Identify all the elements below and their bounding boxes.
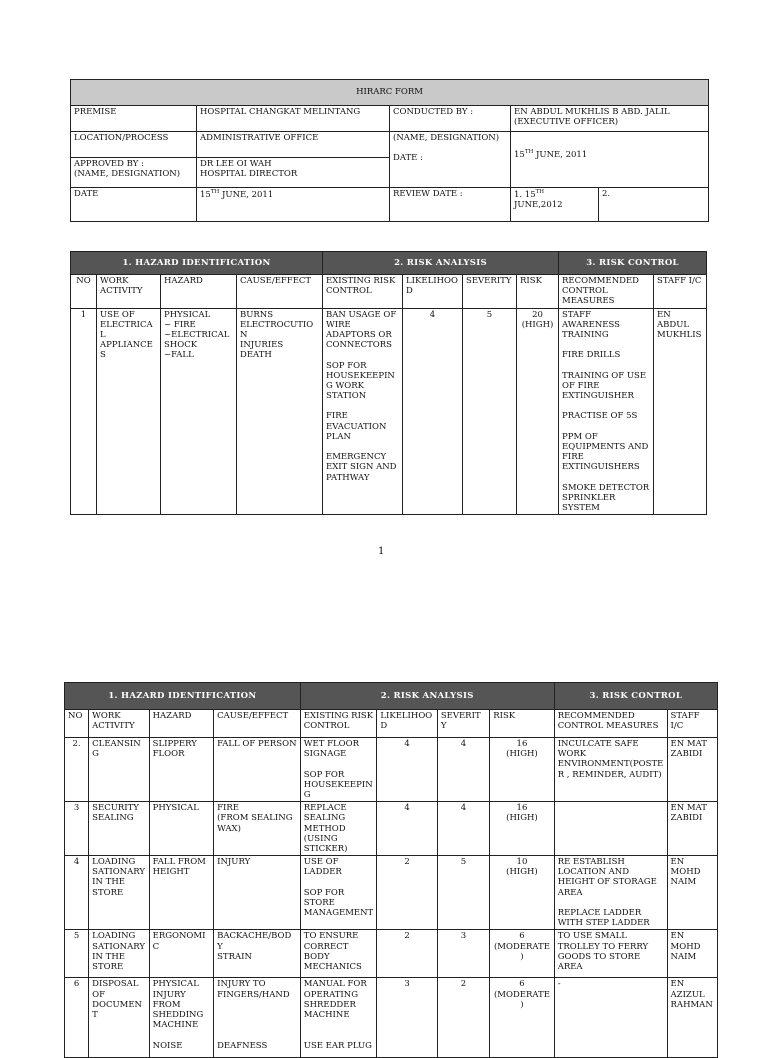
row-risk: 16 (HIGH) bbox=[490, 738, 554, 802]
col-risk: RISK bbox=[517, 275, 559, 309]
row-existing: MANUAL FOR OPERATING SHREDDER MACHINE USE EAR PLUG bbox=[300, 978, 377, 1058]
col-existing-control: EXISTING RISK CONTROL bbox=[300, 710, 377, 738]
risk-analysis-header: 2. RISK ANALYSIS bbox=[300, 683, 554, 710]
row-no: 3 bbox=[65, 802, 89, 856]
review-label: REVIEW DATE : bbox=[390, 188, 511, 222]
row-severity: 2 bbox=[437, 978, 489, 1058]
row-recommended: TO USE SMALL TROLLEY TO FERRY GOODS TO STORE AREA bbox=[554, 930, 667, 978]
row-cause: BACKACHE/BODY STRAIN bbox=[214, 930, 301, 978]
row-activity: CLEANSING bbox=[89, 738, 149, 802]
row-existing: TO ENSURE CORRECT BODY MECHANICS bbox=[300, 930, 377, 978]
row-likelihood: 2 bbox=[377, 930, 437, 978]
conducted-label: CONDUCTED BY : bbox=[390, 106, 511, 132]
row-likelihood: 3 bbox=[377, 978, 437, 1058]
name-date-cell bbox=[390, 132, 511, 188]
row-hazard: SLIPPERY FLOOR bbox=[149, 738, 213, 802]
row-activity: LOADING SATIONARY IN THE STORE bbox=[89, 930, 149, 978]
row-staff: EN MOHD NAIM bbox=[667, 856, 717, 930]
row-severity: 5 bbox=[437, 856, 489, 930]
col-work-activity: WORK ACTIVITY bbox=[89, 710, 149, 738]
col-no: NO bbox=[65, 710, 89, 738]
row-activity: DISPOSAL OF DOCUMENT bbox=[89, 978, 149, 1058]
name-designation-label: (NAME, DESIGNATION) bbox=[393, 133, 500, 143]
row-no: 4 bbox=[65, 856, 89, 930]
row-severity: 4 bbox=[437, 802, 489, 856]
row-likelihood: 4 bbox=[377, 802, 437, 856]
risk-analysis-header: 2. RISK ANALYSIS bbox=[323, 252, 559, 275]
row-likelihood: 2 bbox=[377, 856, 437, 930]
col-cause-effect: CAUSE/EFFECT bbox=[237, 275, 323, 309]
col-no: NO bbox=[71, 275, 97, 309]
row-staff: EN ABDUL MUKHLIS bbox=[654, 308, 707, 515]
row-activity: USE OF ELECTRICA L APPLIANCES bbox=[97, 308, 161, 515]
col-recommended: RECOMMENDED CONTROL MEASURES bbox=[554, 710, 667, 738]
row-activity: SECURITY SEALING bbox=[89, 802, 149, 856]
row-risk: 16 (HIGH) bbox=[490, 802, 554, 856]
row-severity: 5 bbox=[463, 308, 517, 515]
row-recommended: STAFF AWARENESS TRAINING FIRE DRILLS TRAINING OF USE OF FIRE EXTINGUISHER PRACTISE OF 5S PPM OF EQUIPMENTS AND FIRE EXTINGUISHERS SMOKE DETECTOR SPRINKLER SYSTEM bbox=[559, 308, 654, 515]
row-risk: 20 (HIGH) bbox=[517, 308, 559, 515]
approved-value: DR LEE OI WAH HOSPITAL DIRECTOR bbox=[197, 158, 390, 188]
col-risk: RISK bbox=[490, 710, 554, 738]
table-row bbox=[65, 930, 718, 978]
row-activity: LOADING SATIONARY IN THE STORE bbox=[89, 856, 149, 930]
hazard-table-page1 bbox=[70, 251, 707, 515]
row-existing: USE OF LADDER SOP FOR STORE MANAGEMENT bbox=[300, 856, 377, 930]
row-likelihood: 4 bbox=[403, 308, 463, 515]
row-risk: 10 (HIGH) bbox=[490, 856, 554, 930]
col-severity: SEVERITY bbox=[437, 710, 489, 738]
row-staff: EN AZIZUL RAHMAN bbox=[667, 978, 717, 1058]
row-recommended: - bbox=[554, 978, 667, 1058]
hazard-id-header: 1. HAZARD IDENTIFICATION bbox=[71, 252, 323, 275]
col-recommended: RECOMMENDED CONTROL MEASURES bbox=[559, 275, 654, 309]
conducted-value: EN ABDUL MUKHLIS B ABD. JALIL (EXECUTIVE OFFICER) bbox=[511, 106, 709, 132]
row-hazard: PHYSICAL bbox=[149, 802, 213, 856]
approved-label: APPROVED BY : (NAME, DESIGNATION) bbox=[71, 158, 197, 188]
row-cause: BURNS ELECTROCUTION INJURIES DEATH bbox=[237, 308, 323, 515]
row-existing: REPLACE SEALING METHOD (USING STICKER) bbox=[300, 802, 377, 856]
location-value: ADMINISTRATIVE OFFICE bbox=[197, 132, 390, 158]
row-recommended: INCULCATE SAFE WORK ENVIRONMENT(POSTER , REMINDER, AUDIT) bbox=[554, 738, 667, 802]
row-staff: EN MAT ZABIDI bbox=[667, 738, 717, 802]
row-likelihood: 4 bbox=[377, 738, 437, 802]
date-label-right: DATE : bbox=[393, 153, 423, 164]
conducted-date: 15TH JUNE, 2011 bbox=[511, 132, 709, 188]
row-cause: INJURY bbox=[214, 856, 301, 930]
row-no: 6 bbox=[65, 978, 89, 1058]
row-recommended bbox=[554, 802, 667, 856]
row-no: 2. bbox=[65, 738, 89, 802]
row-hazard: PHYSICAL ~ FIRE ~ELECTRICAL SHOCK ~FALL bbox=[161, 308, 237, 515]
col-staff: STAFF I/C bbox=[654, 275, 707, 309]
row-staff: EN MAT ZABIDI bbox=[667, 802, 717, 856]
row-risk: 6 (MODERATE) bbox=[490, 930, 554, 978]
row-cause: FALL OF PERSON bbox=[214, 738, 301, 802]
col-likelihood: LIKELIHOO D bbox=[403, 275, 463, 309]
risk-control-header: 3. RISK CONTROL bbox=[559, 252, 707, 275]
table-row bbox=[65, 802, 718, 856]
row-hazard: PHYSICAL INJURY FROM SHEDDING MACHINE NOISE bbox=[149, 978, 213, 1058]
risk-control-header: 3. RISK CONTROL bbox=[554, 683, 717, 710]
review-date-2: 2. bbox=[599, 188, 709, 222]
col-hazard: HAZARD bbox=[149, 710, 213, 738]
col-existing-control: EXISTING RISK CONTROL bbox=[323, 275, 403, 309]
approval-date: 15TH JUNE, 2011 bbox=[197, 188, 390, 222]
col-cause-effect: CAUSE/EFFECT bbox=[214, 710, 301, 738]
row-risk: 6 (MODERATE) bbox=[490, 978, 554, 1058]
hazard-table-page2 bbox=[64, 682, 718, 1058]
table-row bbox=[65, 978, 718, 1058]
row-staff: EN MOHD NAIM bbox=[667, 930, 717, 978]
premise-label: PREMISE bbox=[71, 106, 197, 132]
col-hazard: HAZARD bbox=[161, 275, 237, 309]
col-likelihood: LIKELIHOOD bbox=[377, 710, 437, 738]
row-no: 5 bbox=[65, 930, 89, 978]
row-existing: WET FLOOR SIGNAGE SOP FOR HOUSEKEEPING bbox=[300, 738, 377, 802]
row-hazard: FALL FROM HEIGHT bbox=[149, 856, 213, 930]
row-existing: BAN USAGE OF WIRE ADAPTORS OR CONNECTORS SOP FOR HOUSEKEEPING WORK STATION FIRE EVACUATION PLAN EMERGENCY EXIT SIGN AND PATHWAY bbox=[323, 308, 403, 515]
col-work-activity: WORK ACTIVITY bbox=[97, 275, 161, 309]
col-staff: STAFF I/C bbox=[667, 710, 717, 738]
location-label: LOCATION/PROCESS bbox=[71, 132, 197, 158]
premise-value: HOSPITAL CHANGKAT MELINTANG bbox=[197, 106, 390, 132]
row-cause: INJURY TO FINGERS/HAND DEAFNESS bbox=[214, 978, 301, 1058]
table-row bbox=[65, 738, 718, 802]
table-row bbox=[65, 856, 718, 930]
row-severity: 3 bbox=[437, 930, 489, 978]
hazard-id-header: 1. HAZARD IDENTIFICATION bbox=[65, 683, 301, 710]
row-cause: FIRE (FROM SEALING WAX) bbox=[214, 802, 301, 856]
table-row bbox=[71, 308, 707, 515]
row-hazard: ERGONOMIC bbox=[149, 930, 213, 978]
row-no: 1 bbox=[71, 308, 97, 515]
row-recommended: RE ESTABLISH LOCATION AND HEIGHT OF STORAGE AREA REPLACE LADDER WITH STEP LADDER bbox=[554, 856, 667, 930]
col-severity: SEVERITY bbox=[463, 275, 517, 309]
row-severity: 4 bbox=[437, 738, 489, 802]
review-date-1: 1. 15TH JUNE,2012 bbox=[511, 188, 599, 222]
form-title: HIRARC FORM bbox=[71, 80, 709, 106]
page-number: 1 bbox=[378, 546, 385, 557]
hirarc-form bbox=[70, 79, 709, 222]
date-label: DATE bbox=[71, 188, 197, 222]
